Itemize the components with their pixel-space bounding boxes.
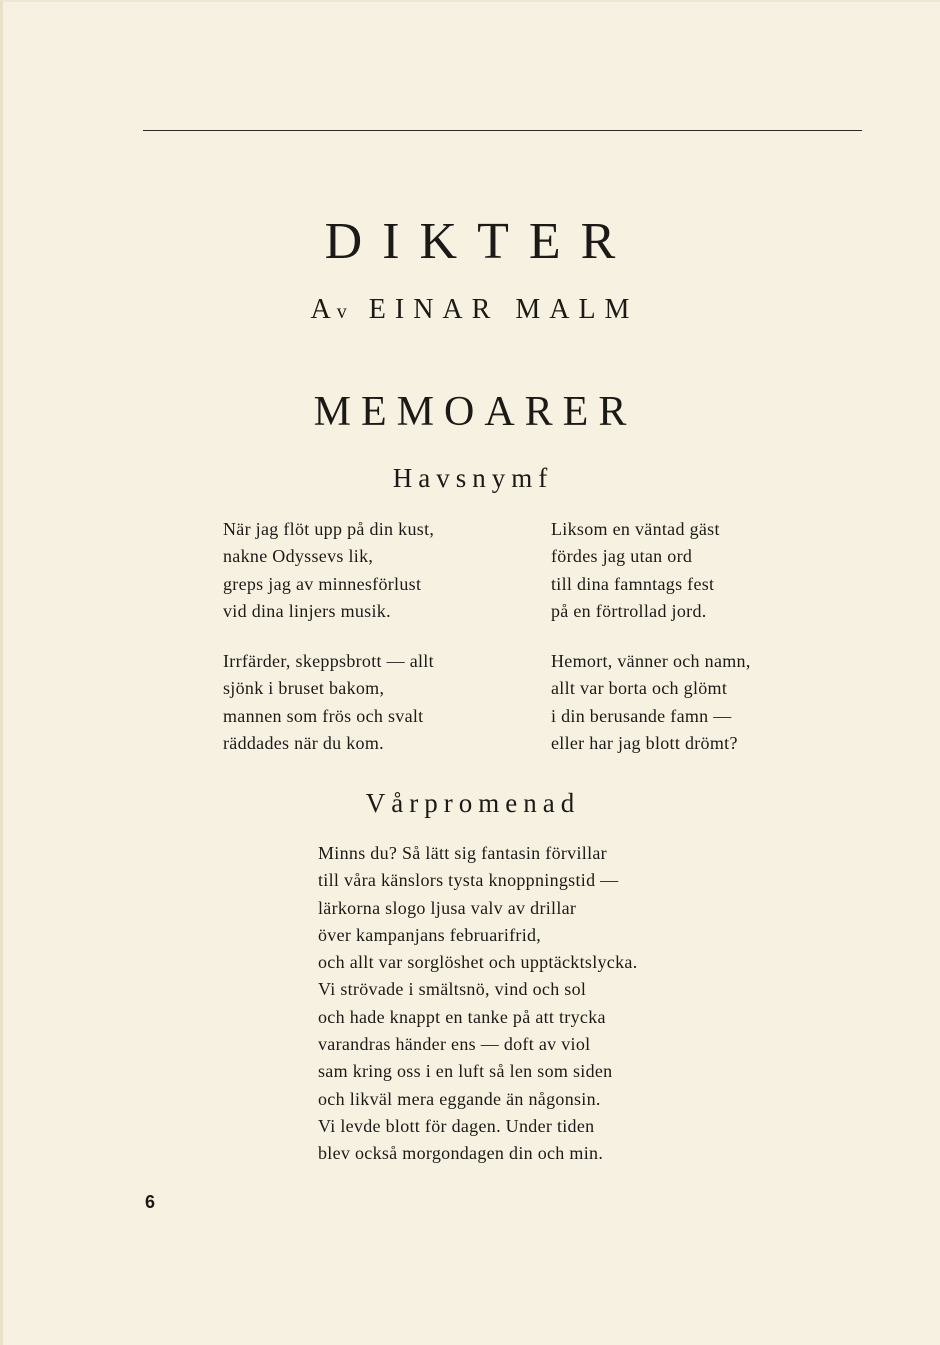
poem-line: eller har jag blott drömt?: [551, 732, 738, 753]
poem-line: till våra känslors tysta knoppningstid —: [318, 870, 619, 891]
poem-line: vid dina linjers musik.: [223, 600, 391, 621]
main-title: DIKTER: [324, 213, 636, 270]
author-name: EINAR MALM: [368, 294, 639, 325]
poem-line: fördes jag utan ord: [551, 546, 693, 567]
poem-line: sjönk i bruset bakom,: [223, 678, 385, 699]
poem-line: Vi strövade i smältsnö, vind och sol: [318, 979, 587, 1000]
poem-line: Liksom en väntad gäst: [551, 519, 720, 539]
poem-line: varandras händer ens — doft av viol: [318, 1034, 591, 1055]
poem-line: och likväl mera eggande än någonsin.: [318, 1088, 601, 1109]
poem-line: till dina famntags fest: [551, 573, 715, 594]
poem-line: När jag flöt upp på din kust,: [223, 519, 435, 539]
havsnymf-stanza-4: [551, 648, 751, 757]
poem-line: nakne Odyssevs lik,: [223, 546, 374, 567]
poem-line: greps jag av minnesförlust: [223, 573, 422, 594]
poem-line: och allt var sorglöshet och upptäcktslycka.: [318, 952, 638, 973]
poem-line: i din berusande famn —: [551, 705, 732, 726]
havsnymf-stanza-2: [551, 516, 720, 625]
poem-line: räddades när du kom.: [223, 732, 384, 753]
poem-title-havsnymf: Havsnymf: [392, 463, 554, 493]
author-prefix-v: v: [336, 301, 353, 323]
poem-line: lärkorna slogo ljusa valv av drillar: [318, 897, 577, 918]
top-rule: [143, 130, 862, 131]
author-prefix-a: A: [310, 294, 337, 325]
poem-line: på en förtrollad jord.: [551, 600, 707, 621]
poem-line: mannen som frös och svalt: [223, 705, 424, 726]
poem-line: Hemort, vänner och namn,: [551, 651, 751, 671]
poem-line: Minns du? Så lätt sig fantasin förvillar: [318, 843, 607, 863]
poem-line: och hade knappt en tanke på att trycka: [318, 1006, 606, 1027]
poem-line: Irrfärder, skeppsbrott — allt: [223, 651, 434, 671]
poem-line: Vi levde blott för dagen. Under tiden: [318, 1115, 595, 1136]
page-number: 6: [145, 1192, 156, 1212]
varpromenad-body: [318, 840, 638, 1168]
poem-title-varpromenad: Vårpromenad: [365, 788, 581, 818]
poem-line: blev också morgondagen din och min.: [318, 1143, 604, 1164]
poem-line: över kampanjans februarifrid,: [318, 924, 542, 945]
section-title: MEMOARER: [313, 389, 637, 435]
havsnymf-stanza-1: [223, 516, 434, 625]
poem-line: sam kring oss i en luft så len som siden: [318, 1061, 613, 1082]
poem-line: allt var borta och glömt: [551, 678, 728, 699]
havsnymf-stanza-3: [223, 648, 434, 757]
author-line: [0, 292, 940, 330]
